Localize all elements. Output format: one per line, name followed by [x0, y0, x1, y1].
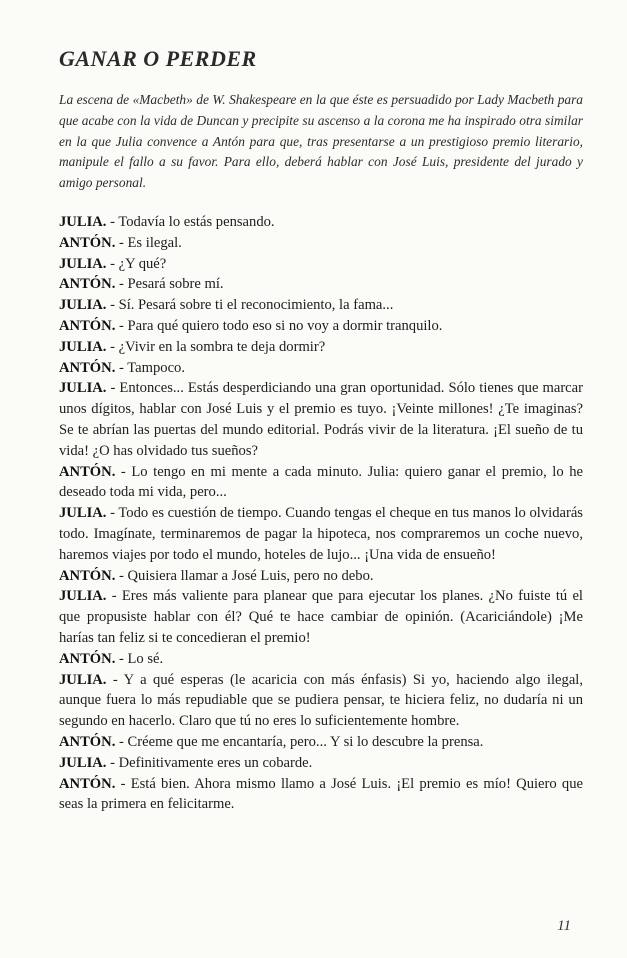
- page-number: 11: [557, 918, 571, 934]
- line-text: - Entonces... Estás desperdiciando una gran oportunidad. Sólo tienes que marcar unos dígitos, hablar con José Luis y el premio es tuyo. ¡Veinte millones! ¿Te imaginas? Se te abrían las puertas del mundo editorial. Podrás vivir de la literatura. ¡El sueño de tu vida! ¿O has olvidado tus sueños?: [59, 380, 583, 459]
- speaker-name: ANTÓN.: [59, 567, 116, 584]
- speaker-name: JULIA.: [59, 671, 107, 688]
- dialogue-line: [59, 295, 583, 316]
- line-text: - Y a qué esperas (le acaricia con más énfasis) Si yo, haciendo algo ilegal, aunque fuera lo más repudiable que se pudiera pensar, te hiciera feliz, no dudaría ni un segundo en hacerlo. Claro que tú no eres lo suficientemente hombre.: [59, 671, 583, 730]
- speaker-name: JULIA.: [59, 338, 107, 355]
- speaker-name: JULIA.: [59, 297, 107, 314]
- line-text: - Para qué quiero todo eso si no voy a dormir tranquilo.: [115, 317, 443, 334]
- page-title: GANAR O PERDER: [59, 46, 257, 71]
- dialogue-line: [59, 378, 583, 461]
- dialogue-line: [59, 753, 583, 774]
- dialogue-line: [59, 233, 583, 254]
- dialogue-line: [59, 503, 583, 565]
- dialogue-line: [59, 254, 583, 275]
- speaker-name: ANTÓN.: [59, 650, 116, 667]
- dialogue-line: [59, 212, 583, 233]
- dialogue-line: [59, 274, 583, 295]
- speaker-name: JULIA.: [59, 380, 107, 397]
- line-text: - Sí. Pesará sobre ti el reconocimiento, la fama...: [106, 297, 394, 314]
- dialogue-section: [59, 212, 583, 815]
- speaker-name: ANTÓN.: [59, 775, 116, 792]
- dialogue-line: [59, 774, 583, 816]
- dialogue-line: [59, 732, 583, 753]
- line-text: - ¿Vivir en la sombra te deja dormir?: [106, 338, 326, 355]
- speaker-name: JULIA.: [59, 505, 107, 522]
- dialogue-line: [59, 462, 583, 504]
- line-text: - Lo sé.: [115, 650, 164, 667]
- speaker-name: JULIA.: [59, 754, 107, 771]
- speaker-name: JULIA.: [59, 588, 107, 605]
- line-text: - Está bien. Ahora mismo llamo a José Luis. ¡El premio es mío! Quiero que seas la primera en felicitarme.: [59, 775, 583, 813]
- dialogue-line: [59, 586, 583, 648]
- speaker-name: JULIA.: [59, 255, 107, 272]
- speaker-name: ANTÓN.: [59, 276, 116, 293]
- speaker-name: ANTÓN.: [59, 463, 116, 480]
- dialogue-line: [59, 316, 583, 337]
- dialogue-line: [59, 337, 583, 358]
- dialogue-line: [59, 670, 583, 732]
- speaker-name: ANTÓN.: [59, 733, 116, 750]
- speaker-name: ANTÓN.: [59, 234, 116, 251]
- line-text: - Quisiera llamar a José Luis, pero no debo.: [115, 567, 374, 584]
- dialogue-line: [59, 566, 583, 587]
- line-text: - ¿Y qué?: [106, 255, 167, 272]
- line-text: - Créeme que me encantaría, pero... Y si lo descubre la prensa.: [115, 733, 484, 750]
- dialogue-line: [59, 649, 583, 670]
- line-text: - Lo tengo en mi mente a cada minuto. Julia: quiero ganar el premio, lo he deseado toda mi vida, pero...: [59, 463, 583, 501]
- line-text: - Definitivamente eres un cobarde.: [106, 754, 313, 771]
- line-text: - Todavía lo estás pensando.: [106, 214, 275, 230]
- speaker-name: ANTÓN.: [59, 359, 116, 376]
- speaker-name: JULIA.: [59, 214, 107, 230]
- intro-paragraph: La escena de «Macbeth» de W. Shakespeare en la que éste es persuadido por Lady Macbeth para que acabe con la vida de Duncan y precipite su ascenso a la corona me ha inspirado otra similar en la que Julia convence a Antón para que, tras presentarse a un prestigioso premio literario, manipule el fallo a su favor. Para ello, deberá hablar con José Luis, presidente del jurado y amigo personal.: [59, 92, 583, 191]
- line-text: - Todo es cuestión de tiempo. Cuando tengas el cheque en tus manos lo olvidarás todo. Imagínate, terminaremos de pagar la hipoteca, nos compraremos un coche nuevo, haremos viajes por todo el mundo, hoteles de lujo... ¡Una vida de ensueño!: [59, 505, 583, 563]
- line-text: - Es ilegal.: [115, 234, 182, 251]
- line-text: - Tampoco.: [115, 359, 185, 376]
- line-text: - Eres más valiente para planear que para ejecutar los planes. ¿No fuiste tú el que propusiste hablar con él? Qué te hace cambiar de opinión. (Acariciándole) ¡Me harías tan feliz si te concedieran el premio!: [59, 588, 583, 646]
- speaker-name: ANTÓN.: [59, 317, 116, 334]
- dialogue-line: [59, 358, 583, 379]
- line-text: - Pesará sobre mí.: [115, 276, 224, 293]
